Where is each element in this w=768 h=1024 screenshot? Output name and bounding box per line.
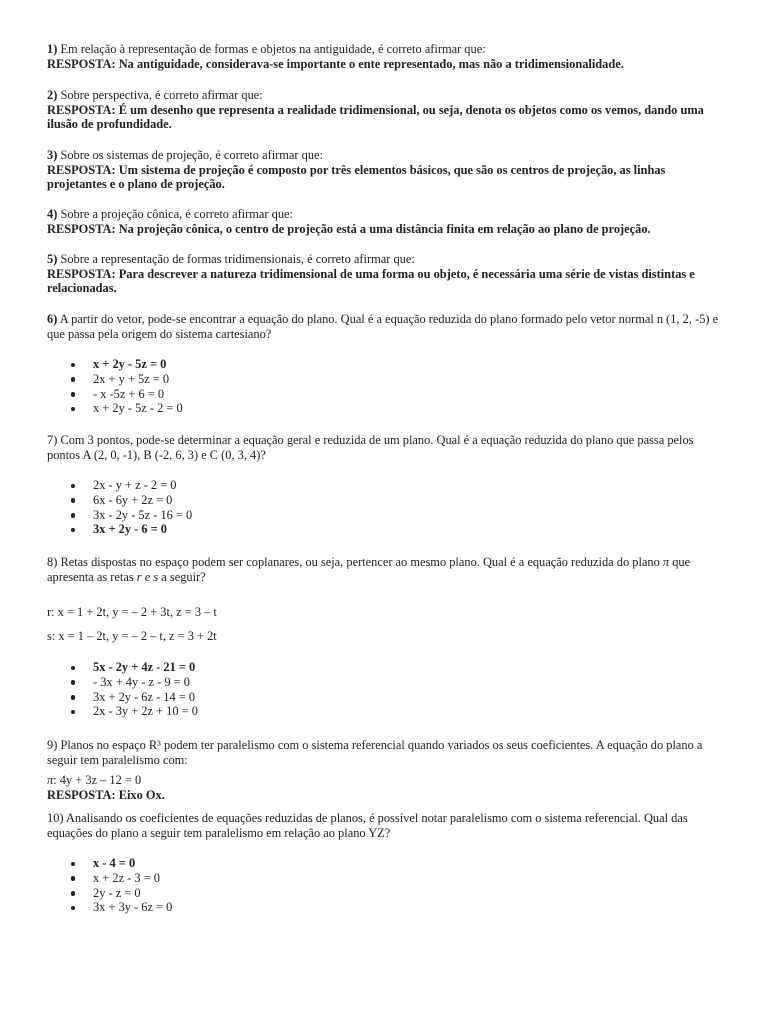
question-7 bbox=[47, 433, 727, 462]
conj-e: e bbox=[144, 569, 151, 584]
question-text: Em relação à representação de formas e objetos na antiguidade, é correto afirmar que: bbox=[60, 42, 486, 56]
question-1 bbox=[47, 42, 727, 71]
option-item: 2x + y + 5z = 0 bbox=[47, 372, 647, 387]
question-number: 10) bbox=[47, 811, 64, 825]
answer-text: RESPOSTA: Eixo Ox. bbox=[47, 788, 165, 802]
option-item-correct: 3x + 2y - 6 = 0 bbox=[47, 522, 647, 537]
question-text: Sobre a projeção cônica, é correto afirmar que: bbox=[60, 207, 293, 221]
question-text: Sobre os sistemas de projeção, é correto afirmar que: bbox=[60, 148, 323, 162]
option-item: 3x + 3y - 6z = 0 bbox=[47, 900, 647, 915]
line-r-equation: r: x = 1 + 2t, y = – 2 + 3t, z = 3 – t bbox=[47, 605, 217, 619]
question-number: 8) bbox=[47, 555, 58, 569]
option-item: 2x - 3y + 2z + 10 = 0 bbox=[47, 704, 647, 719]
answer-text: RESPOSTA: Um sistema de projeção é composto por três elementos básicos, que são os centros de projeção, as linhas projetantes e o plano de projeção. bbox=[47, 162, 666, 192]
question-number: 5) bbox=[47, 252, 58, 266]
line-s-equation: s: x = 1 – 2t, y = – 2 – t, z = 3 + 2t bbox=[47, 629, 217, 643]
question-number: 6) bbox=[47, 312, 58, 326]
question-8 bbox=[47, 555, 727, 584]
answer-text: RESPOSTA: Na antiguidade, considerava-se importante o ente representado, mas não a tridimensionalidade. bbox=[47, 56, 624, 71]
option-item: 6x - 6y + 2z = 0 bbox=[47, 493, 647, 508]
options-list-10 bbox=[47, 856, 647, 915]
answer-text: RESPOSTA: É um desenho que representa a realidade tridimensional, ou seja, denota os objetos como os vemos, dando uma ilusão de profundidade. bbox=[47, 102, 704, 132]
question-number: 9) bbox=[47, 738, 58, 752]
option-item: x + 2y - 5z - 2 = 0 bbox=[47, 401, 647, 416]
line-r-symbol: r bbox=[136, 569, 142, 584]
question-5 bbox=[47, 252, 727, 296]
question-10 bbox=[47, 811, 727, 840]
equation-text: : 4y + 3z – 12 = 0 bbox=[53, 773, 142, 787]
question-6 bbox=[47, 312, 727, 341]
options-list-8 bbox=[47, 660, 647, 719]
question-number: 4) bbox=[47, 207, 58, 221]
question-number: 7) bbox=[47, 433, 58, 447]
question-2 bbox=[47, 88, 727, 132]
options-list-7 bbox=[47, 478, 647, 537]
question-number: 2) bbox=[47, 88, 58, 102]
option-item-correct: x + 2y - 5z = 0 bbox=[47, 357, 647, 372]
answer-text: RESPOSTA: Para descrever a natureza tridimensional de uma forma ou objeto, é necessária uma série de vistas distintas e relacionadas. bbox=[47, 266, 695, 296]
question-9 bbox=[47, 738, 727, 767]
question-text-cont: que apresenta as retas bbox=[47, 555, 691, 584]
option-item: 2x - y + z - 2 = 0 bbox=[47, 478, 647, 493]
option-item: 3x - 2y - 5z - 16 = 0 bbox=[47, 508, 647, 523]
option-item: x + 2z - 3 = 0 bbox=[47, 871, 647, 886]
line-s-symbol: s bbox=[153, 569, 159, 584]
options-list-6 bbox=[47, 357, 647, 416]
option-item: 2y - z = 0 bbox=[47, 886, 647, 901]
question-text: Com 3 pontos, pode-se determinar a equação geral e reduzida de um plano. Qual é a equação reduzida do plano que passa pelos pontos A (2, 0, -1), B (-2, 6, 3) e C (0, 3, 4)? bbox=[47, 433, 694, 462]
question-text-end: a seguir? bbox=[161, 569, 206, 584]
question-text: Retas dispostas no espaço podem ser coplanares, ou seja, pertencer ao mesmo plano. Qual é a equação reduzida do plano bbox=[60, 555, 660, 569]
option-item: 3x + 2y - 6z - 14 = 0 bbox=[47, 690, 647, 705]
option-item-correct: x - 4 = 0 bbox=[47, 856, 647, 871]
pi-symbol: π bbox=[47, 773, 54, 787]
question-text: Sobre perspectiva, é correto afirmar que: bbox=[60, 88, 263, 102]
question-4 bbox=[47, 207, 727, 236]
pi-symbol: π bbox=[662, 555, 670, 569]
plane-equation bbox=[47, 773, 141, 788]
question-number: 1) bbox=[47, 42, 58, 56]
question-text: Analisando os coeficientes de equações reduzidas de planos, é possível notar paralelismo com o sistema referencial. Qual das equações do plano a seguir tem paralelismo em relação ao plano YZ? bbox=[47, 811, 688, 840]
answer-text: RESPOSTA: Na projeção cônica, o centro de projeção está a uma distância finita em relação ao plano de projeção. bbox=[47, 221, 651, 236]
question-text: A partir do vetor, pode-se encontrar a equação do plano. Qual é a equação reduzida do plano formado pelo vetor normal n (1, 2, -5) e que passa pela origem do sistema cartesiano? bbox=[47, 312, 719, 341]
question-text: Planos no espaço R³ podem ter paralelismo com o sistema referencial quando variados os seus coeficientes. A equação do plano a seguir tem paralelismo com: bbox=[47, 738, 703, 767]
option-item: - 3x + 4y - z - 9 = 0 bbox=[47, 675, 647, 690]
question-3 bbox=[47, 148, 727, 192]
option-item: - x -5z + 6 = 0 bbox=[47, 387, 647, 402]
question-text: Sobre a representação de formas tridimensionais, é correto afirmar que: bbox=[60, 252, 415, 266]
question-number: 3) bbox=[47, 148, 58, 162]
option-item-correct: 5x - 2y + 4z - 21 = 0 bbox=[47, 660, 647, 675]
